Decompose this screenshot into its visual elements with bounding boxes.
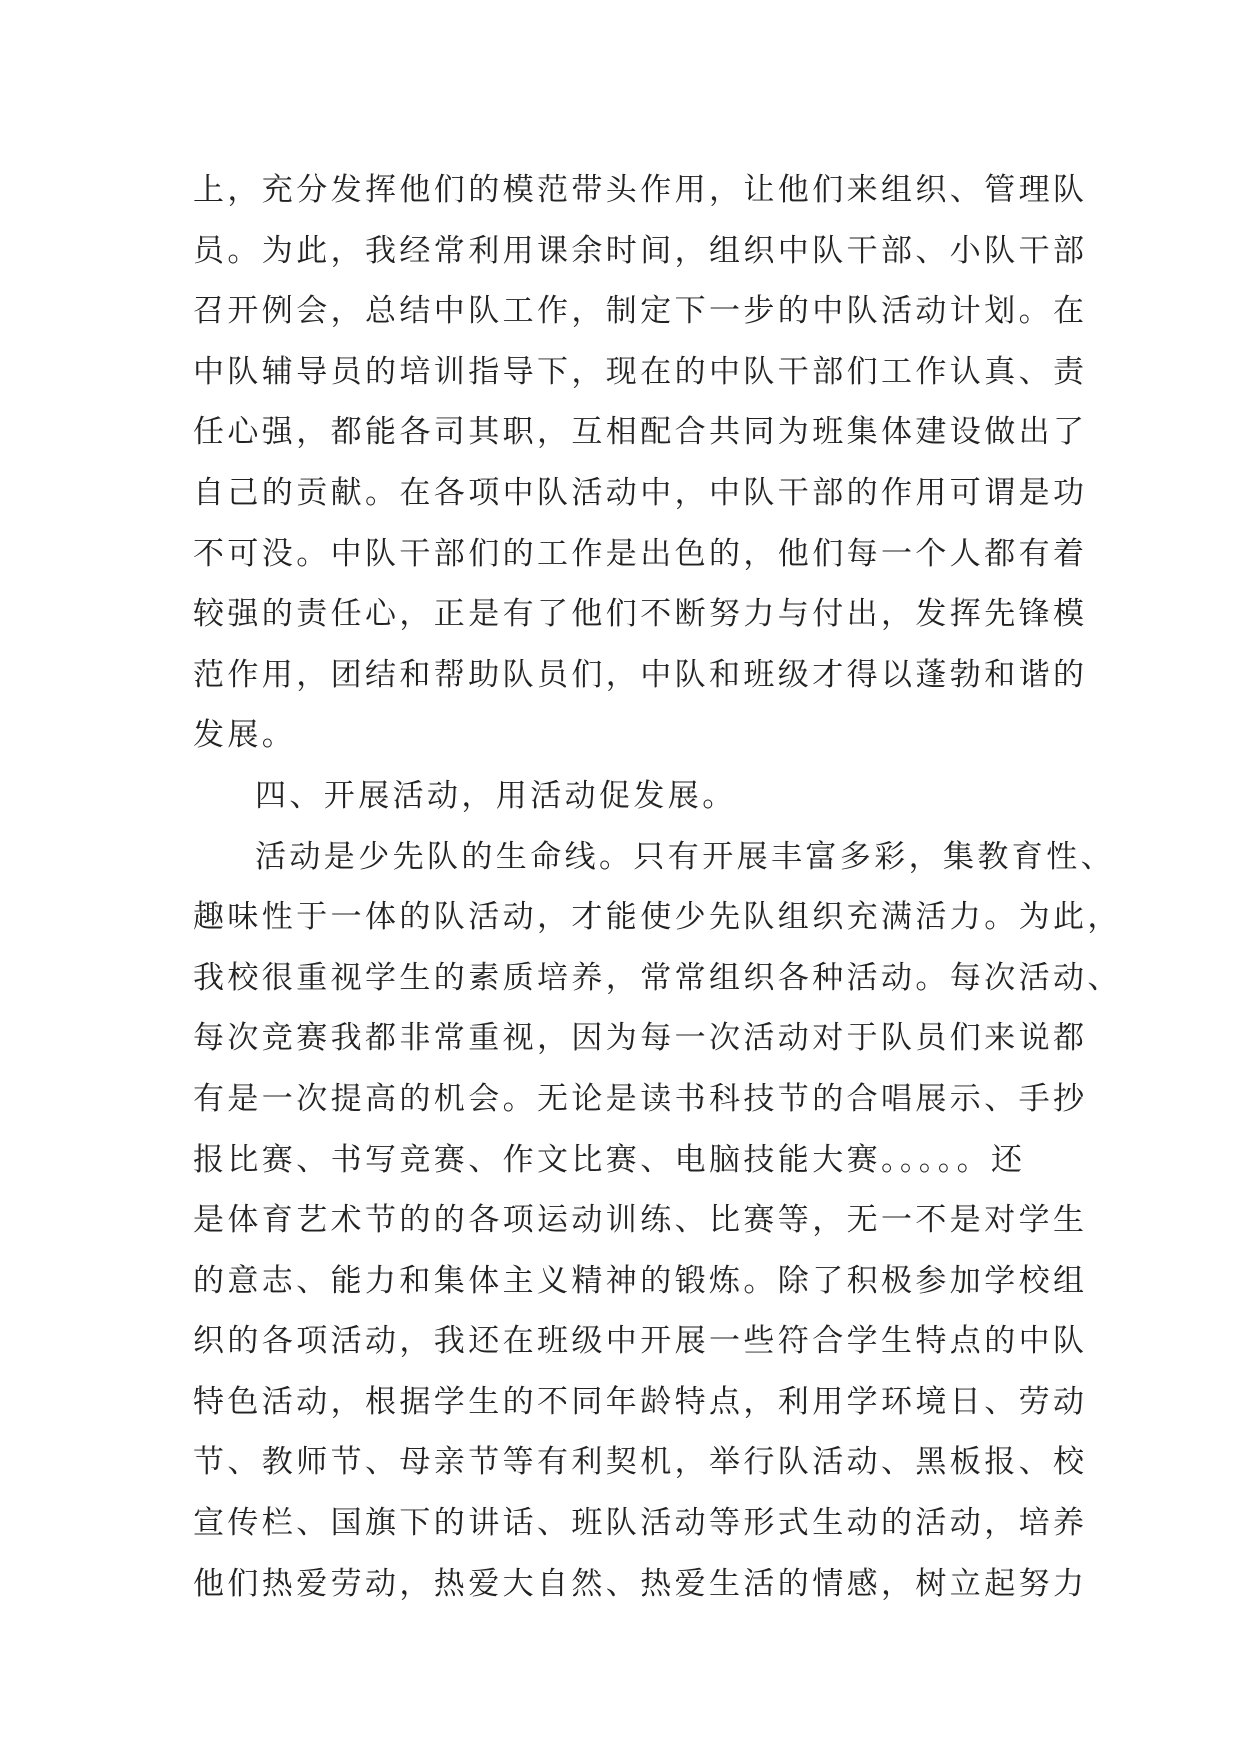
text-line: 织的各项活动，我还在班级中开展一些符合学生特点的中队 [193,1323,1088,1360]
text-line: 活动是少先队的生命线。只有开展丰富多彩，集教育性、 [255,838,1115,875]
text-line: 任心强，都能各司其职，互相配合共同为班集体建设做出了 [193,414,1088,451]
section-heading: 四、开展活动，用活动促发展。 [255,777,737,814]
text-line: 节、教师节、母亲节等有利契机，举行队活动、黑板报、校 [193,1444,1088,1481]
text-line: 趣味性于一体的队活动，才能使少先队组织充满活力。为此， [193,899,1122,936]
text-line: 召开例会，总结中队工作，制定下一步的中队活动计划。在 [193,293,1088,330]
text-line: 自己的贡献。在各项中队活动中，中队干部的作用可谓是功 [193,474,1088,511]
text-line: 的意志、能力和集体主义精神的锻炼。除了积极参加学校组 [193,1262,1088,1299]
text-line: 是体育艺术节的的各项运动训练、比赛等，无一不是对学生 [193,1202,1088,1239]
text-line: 特色活动，根据学生的不同年龄特点，利用学环境日、劳动 [193,1383,1088,1420]
text-line: 每次竞赛我都非常重视，因为每一次活动对于队员们来说都 [193,1020,1088,1057]
text-line: 员。为此，我经常利用课余时间，组织中队干部、小队干部 [193,232,1088,269]
text-line: 较强的责任心，正是有了他们不断努力与付出，发挥先锋模 [193,596,1088,633]
text-line: 我校很重视学生的素质培养，常常组织各种活动。每次活动、 [193,959,1122,996]
text-line: 上，充分发挥他们的模范带头作用，让他们来组织、管理队 [193,172,1088,208]
text-line: 他们热爱劳动，热爱大自然、热爱生活的情感，树立起努力 [193,1565,1088,1602]
text-line: 不可没。中队干部们的工作是出色的，他们每一个人都有着 [193,535,1088,572]
text-line: 报比赛、书写竞赛、作文比赛、电脑技能大赛。。。。。还 [193,1141,1026,1178]
text-line: 范作用，团结和帮助队员们，中队和班级才得以蓬勃和谐的 [193,656,1088,693]
text-line: 中队辅导员的培训指导下，现在的中队干部们工作认真、责 [193,353,1088,390]
text-line: 有是一次提高的机会。无论是读书科技节的合唱展示、手抄 [193,1080,1088,1117]
text-line: 宣传栏、国旗下的讲话、班队活动等形式生动的活动，培养 [193,1505,1088,1542]
body-text [193,160,1122,1614]
text-line: 发展。 [193,717,297,754]
